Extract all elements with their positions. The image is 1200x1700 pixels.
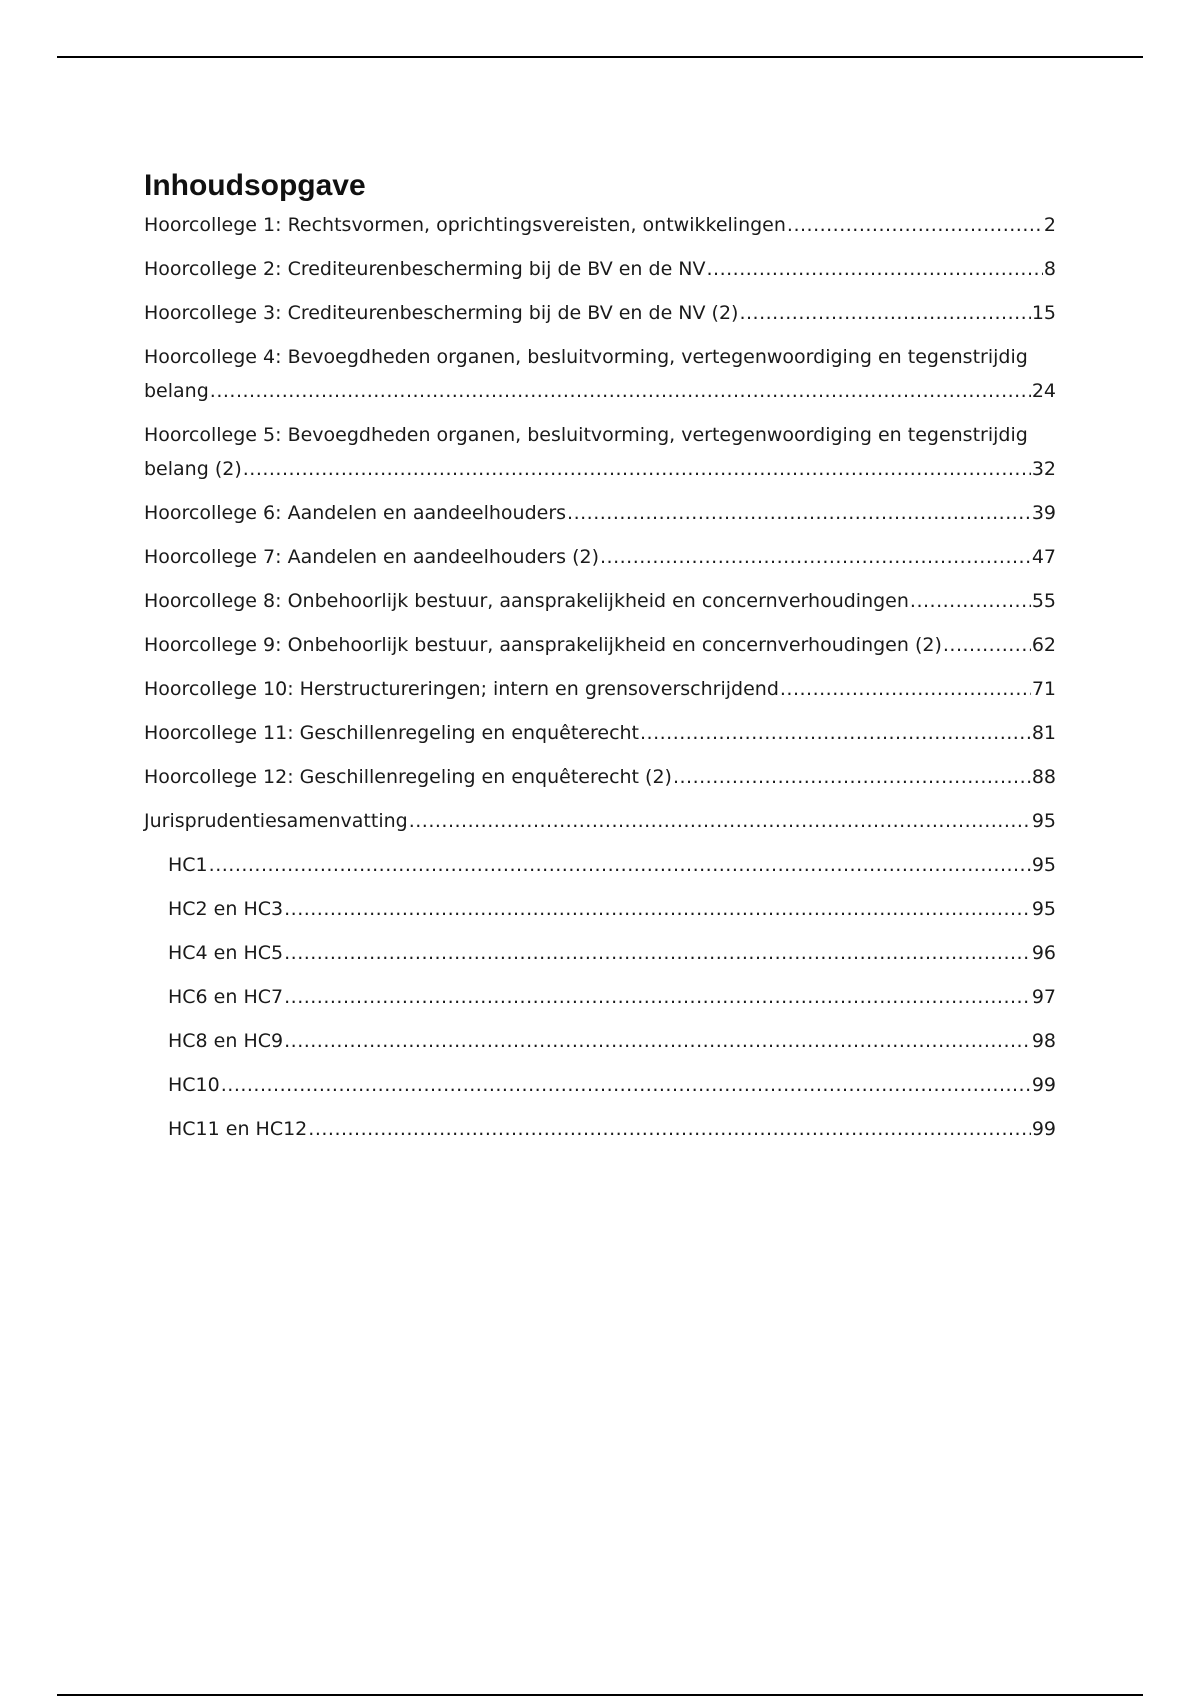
toc-entry[interactable] (144, 584, 1056, 618)
toc-entry-text: Hoorcollege 12: Geschillenregeling en enquêterecht (2) (144, 766, 672, 788)
toc-entry-line (144, 804, 1056, 838)
dot-leader (640, 716, 1031, 750)
toc-entry[interactable] (144, 296, 1056, 330)
dot-leader (567, 496, 1031, 530)
toc-entry-line (144, 252, 1056, 286)
toc-page-number: 98 (1031, 1030, 1056, 1052)
toc-page-number: 81 (1031, 722, 1056, 744)
toc-page-number: 96 (1031, 942, 1056, 964)
toc-page-number: 24 (1031, 380, 1056, 402)
toc-page-number: 39 (1031, 502, 1056, 524)
dot-leader (308, 1112, 1031, 1146)
toc-page-number: 62 (1031, 634, 1056, 656)
dot-leader (243, 452, 1031, 486)
toc-page-number: 95 (1031, 854, 1056, 876)
toc-subentry[interactable] (168, 848, 1056, 882)
toc-entry[interactable] (144, 760, 1056, 794)
toc-entry-line (168, 936, 1056, 970)
toc-entry-text: Hoorcollege 3: Crediteurenbescherming bij de BV en de NV (2) (144, 302, 739, 324)
toc-entry-text: HC8 en HC9 (168, 1030, 284, 1052)
toc-entry-line (144, 496, 1056, 530)
toc-entry-text: belang (2) (144, 458, 242, 480)
toc-subentry[interactable] (168, 980, 1056, 1014)
toc-entry-text: HC4 en HC5 (168, 942, 284, 964)
dot-leader (943, 628, 1031, 662)
toc-page-number: 99 (1031, 1074, 1056, 1096)
dot-leader (409, 804, 1031, 838)
toc-page-number: 2 (1043, 214, 1056, 236)
toc-entry-text: Hoorcollege 8: Onbehoorlijk bestuur, aansprakelijkheid en concernverhoudingen (144, 590, 909, 612)
toc-page-number: 47 (1031, 546, 1056, 568)
toc-entry-line (144, 672, 1056, 706)
dot-leader (284, 980, 1031, 1014)
header-rule (57, 56, 1143, 58)
toc-page-number: 95 (1031, 898, 1056, 920)
dot-leader (787, 208, 1043, 242)
table-of-contents (144, 166, 1056, 1156)
toc-entry-text: Hoorcollege 1: Rechtsvormen, oprichtingsvereisten, ontwikkelingen (144, 214, 786, 236)
dot-leader (707, 252, 1043, 286)
toc-entry-text: belang (144, 380, 209, 402)
toc-entry-line (168, 892, 1056, 926)
footer-rule (57, 1694, 1143, 1696)
toc-heading: Inhoudsopgave (144, 169, 366, 202)
toc-list (144, 208, 1056, 1146)
toc-entry[interactable] (144, 208, 1056, 242)
toc-entry-text: Hoorcollege 2: Crediteurenbescherming bij de BV en de NV (144, 258, 706, 280)
toc-entry[interactable] (144, 418, 1056, 486)
toc-entry-text: Hoorcollege 9: Onbehoorlijk bestuur, aansprakelijkheid en concernverhoudingen (2) (144, 634, 942, 656)
toc-entry[interactable] (144, 252, 1056, 286)
toc-page-number: 71 (1031, 678, 1056, 700)
dot-leader (210, 374, 1031, 408)
toc-entry[interactable] (144, 340, 1056, 408)
toc-subentry[interactable] (168, 1068, 1056, 1102)
toc-page-number: 32 (1031, 458, 1056, 480)
dot-leader (221, 1068, 1031, 1102)
toc-entry[interactable] (144, 628, 1056, 662)
toc-page-number: 8 (1043, 258, 1056, 280)
toc-entry-text: Hoorcollege 6: Aandelen en aandeelhouders (144, 502, 567, 524)
toc-entry-text: Hoorcollege 10: Herstructureringen; intern en grensoverschrijdend (144, 678, 779, 700)
toc-entry-line (168, 848, 1056, 882)
toc-subentry[interactable] (168, 1112, 1056, 1146)
toc-subentry[interactable] (168, 1024, 1056, 1058)
toc-entry-line (144, 540, 1056, 574)
toc-entry-text: HC10 (168, 1074, 220, 1096)
toc-entry-text: HC2 en HC3 (168, 898, 284, 920)
toc-entry-line (144, 584, 1056, 618)
toc-entry[interactable] (144, 496, 1056, 530)
toc-page-number: 97 (1031, 986, 1056, 1008)
toc-subentry[interactable] (168, 892, 1056, 926)
toc-entry[interactable] (144, 804, 1056, 838)
toc-subentry[interactable] (168, 936, 1056, 970)
toc-entry-line (144, 716, 1056, 750)
toc-entry-line (168, 1112, 1056, 1146)
toc-entry-line (144, 296, 1056, 330)
toc-entry-text: HC6 en HC7 (168, 986, 284, 1008)
dot-leader (910, 584, 1031, 618)
dot-leader (739, 296, 1030, 330)
toc-entry-line (168, 980, 1056, 1014)
toc-entry-text-line: Hoorcollege 4: Bevoegdheden organen, besluitvorming, vertegenwoordiging en tegenstrijdig (144, 346, 1028, 368)
dot-leader (284, 936, 1031, 970)
dot-leader (284, 1024, 1031, 1058)
toc-entry[interactable] (144, 716, 1056, 750)
toc-entry-text: HC1 (168, 854, 208, 876)
toc-entry-text-line: Hoorcollege 5: Bevoegdheden organen, besluitvorming, vertegenwoordiging en tegenstrijdig (144, 424, 1028, 446)
dot-leader (673, 760, 1031, 794)
toc-page-number: 99 (1031, 1118, 1056, 1140)
toc-entry-line (144, 628, 1056, 662)
toc-page-number: 88 (1031, 766, 1056, 788)
toc-entry-line (144, 760, 1056, 794)
toc-entry-line (144, 452, 1056, 486)
dot-leader (284, 892, 1031, 926)
toc-entry[interactable] (144, 672, 1056, 706)
toc-entry-line (168, 1068, 1056, 1102)
dot-leader (780, 672, 1031, 706)
dot-leader (209, 848, 1031, 882)
toc-entry-line (168, 1024, 1056, 1058)
toc-entry-text: Jurisprudentiesamenvatting (144, 810, 408, 832)
dot-leader (600, 540, 1031, 574)
toc-entry-text: Hoorcollege 11: Geschillenregeling en enquêterecht (144, 722, 640, 744)
toc-page-number: 15 (1031, 302, 1056, 324)
toc-page-number: 95 (1031, 810, 1056, 832)
toc-page-number: 55 (1031, 590, 1056, 612)
toc-entry-text: HC11 en HC12 (168, 1118, 308, 1140)
toc-entry[interactable] (144, 540, 1056, 574)
toc-entry-line (144, 208, 1056, 242)
toc-entry-text: Hoorcollege 7: Aandelen en aandeelhouders (2) (144, 546, 599, 568)
toc-entry-line (144, 374, 1056, 408)
